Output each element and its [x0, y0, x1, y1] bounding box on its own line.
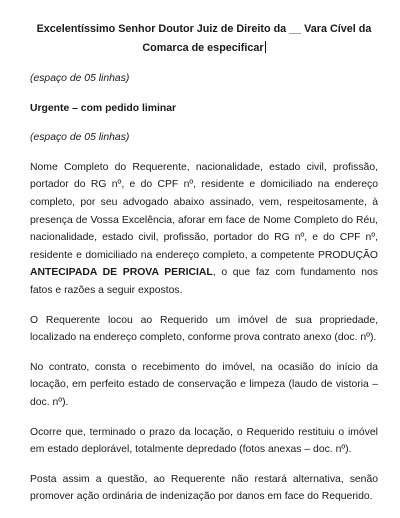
- spacing-note-1: (espaço de 05 linhas): [30, 73, 130, 84]
- document-title-text: Excelentíssimo Senhor Doutor Juiz de Direito da __ Vara Cível da Comarca de especificar: [36, 23, 372, 54]
- paragraph-contract: No contrato, consta o recebimento do imóvel, na ocasião do início da locação, em perfeito estado de conservação e limpeza (laudo de vistoria – doc. nº).: [30, 361, 378, 408]
- urgent-heading: Urgente – com pedido liminar: [30, 102, 177, 114]
- spacing-note-2: (espaço de 05 linhas): [30, 132, 130, 144]
- paragraph-qualification: [30, 159, 378, 300]
- paragraph-damage: Ocorre que, terminado o prazo da locação, o Requerido restituiu o imóvel em estado deplorável, totalmente depredado (fotos anexas – doc. nº).: [30, 426, 378, 456]
- paragraph-qualification-text-a: Nome Completo do Requerente, nacionalidade, estado civil, profissão, portador do RG nº, e do CPF nº, residente e domiciliado na endereço completo, por seu advogado abaixo assinado, vem, respeitosamente, à presença de Vossa Excelência, aforar em face de Nome Completo do Réu, nacionalidade, estado civil, profissão, portador do RG nº, e do CPF nº, residente e domiciliado na endereço completo, a competente PRODUÇÃO: [30, 161, 378, 261]
- paragraph-qualification-text-b: , o que faz com fundamento nos fatos e razões a seguir expostos.: [30, 267, 378, 296]
- document-page: [30, 20, 378, 518]
- document-title: [30, 20, 378, 58]
- paragraph-conclusion: Posta assim a questão, ao Requerente não restará alternativa, senão promover ação ordinária de indenização por danos em face do Requerido.: [30, 473, 378, 503]
- paragraph-qualification-bold: ANTECIPADA DE PROVA PERICIAL: [30, 267, 213, 279]
- paragraph-lease: O Requerente locou ao Requerido um imóvel de sua propriedade, localizado na endereço completo, conforme prova contrato anexo (doc. nº).: [30, 314, 378, 344]
- text-cursor: [265, 41, 266, 53]
